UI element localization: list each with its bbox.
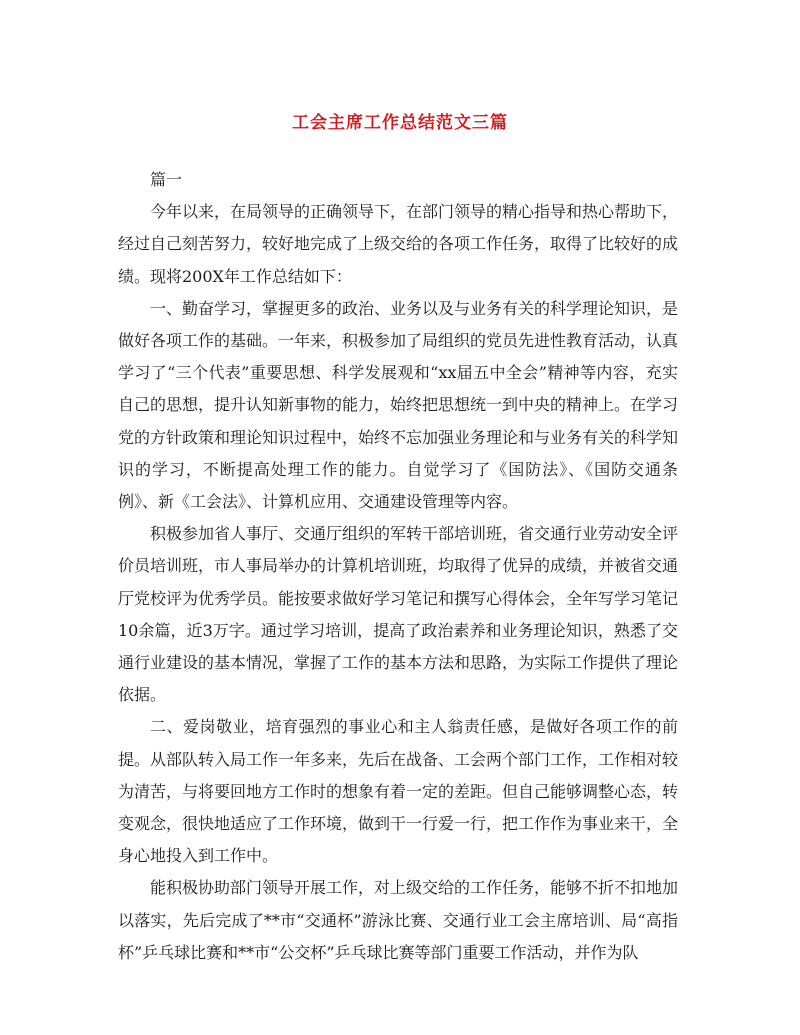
paragraph: 能积极协助部门领导开展工作，对上级交给的工作任务，能够不折不扣地加以落实，先后完成了**市“交通杯”游泳比赛、交通行业工会主席培训、局“高指杯”乒乓球比赛和**市“公交杯”乒乓球比赛等部门重要工作活动，并作为队 [118, 878, 679, 962]
section-label: 篇一 [150, 170, 183, 189]
document-title: 工会主席工作总结范文三篇 [292, 113, 508, 133]
paragraph: 积极参加省人事厅、交通厅组织的军转干部培训班，省交通行业劳动安全评价员培训班，市人事局举办的计算机培训班，均取得了优异的成绩，并被省交通厅党校评为优秀学员。能按要求做好学习笔记和撰写心得体会，全年写学习笔记10余篇，近3万字。通过学习培训，提高了政治素养和业务理论知识，熟悉了交通行业建设的基本情况，掌握了工作的基本方法和思路，为实际工作提供了理论依据。 [118, 524, 679, 705]
document-body [118, 164, 678, 969]
paragraph: 一、勤奋学习，掌握更多的政治、业务以及与业务有关的科学理论知识，是做好各项工作的基础。一年来，积极参加了局组织的党员先进性教育活动，认真学习了“三个代表”重要思想、科学发展观和“xx届五中全会”精神等内容，充实自己的思想，提升认知新事物的能力，始终把思想统一到中央的精神上。在学习党的方针政策和理论知识过程中，始终不忘加强业务理论和与业务有关的科学知识的学习，不断提高处理工作的能力。自觉学习了《国防法》、《国防交通条例》、新《工会法》、计算机应用、交通建设管理等内容。 [118, 298, 679, 512]
paragraph: 今年以来，在局领导的正确领导下，在部门领导的精心指导和热心帮助下，经过自己刻苦努力，较好地完成了上级交给的各项工作任务，取得了比较好的成绩。现将200X年工作总结如下： [118, 202, 679, 286]
paragraph: 二、爱岗敬业，培育强烈的事业心和主人翁责任感，是做好各项工作的前提。从部队转入局工作一年多来，先后在战备、工会两个部门工作，工作相对较为清苦，与将要回地方工作时的想象有着一定的差距。但自己能够调整心态，转变观念，很快地适应了工作环境，做到干一行爱一行，把工作作为事业来干，全身心地投入到工作中。 [118, 717, 679, 866]
